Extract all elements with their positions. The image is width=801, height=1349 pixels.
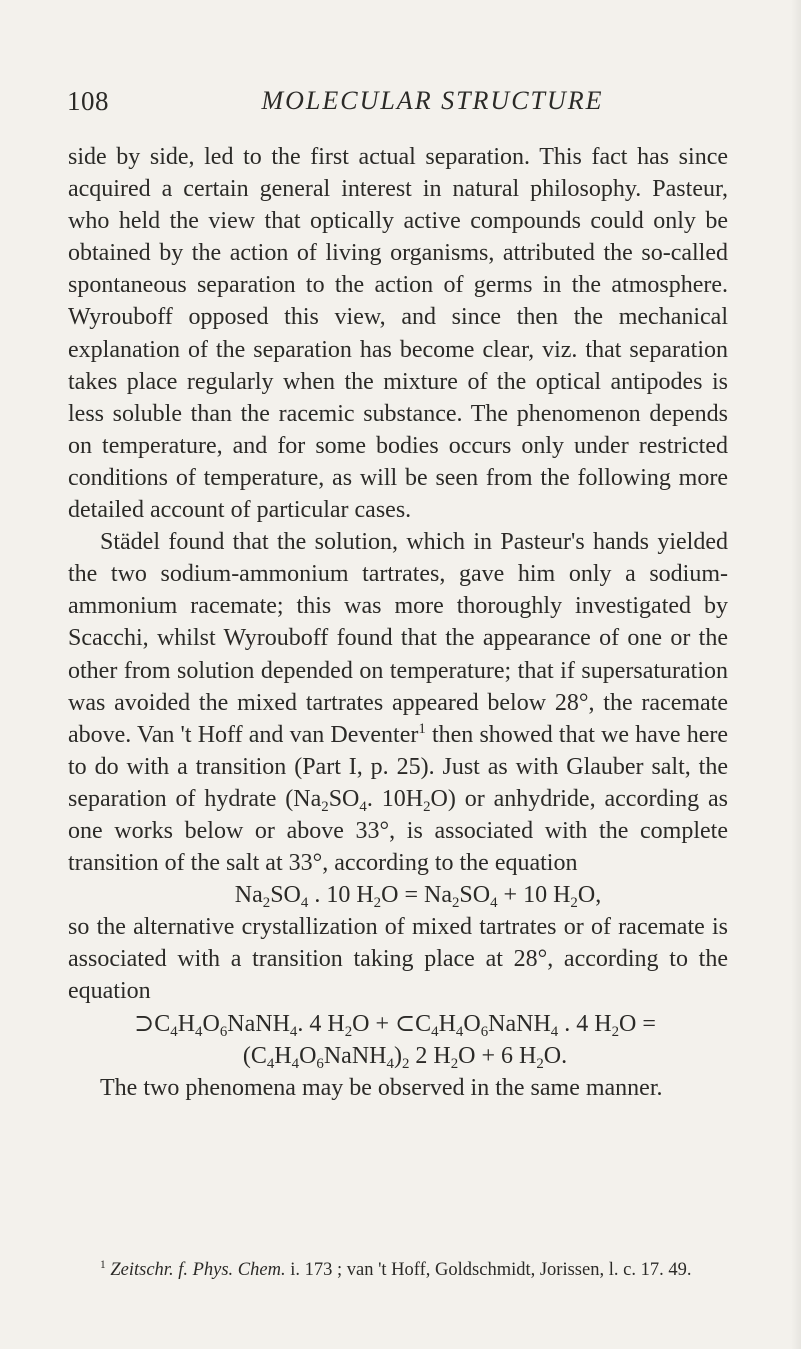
paragraph-2-text-d: . 10H [366, 785, 424, 812]
page-number: 108 [67, 86, 109, 116]
footnote-journal: Zeitschr. f. Phys. Chem. [110, 1260, 286, 1280]
paragraph-4: The two phenomena may be observed in the same manner. [100, 1074, 663, 1101]
page-edge-shadow [791, 0, 801, 1349]
footnote-text: i. 173 ; van 't Hoff, Goldschmidt, Jorissen, l. c. 17. 49. [285, 1260, 692, 1280]
body-text [68, 141, 728, 1104]
paragraph-2-text-a: Städel found that the solution, which in Pasteur's hands yielded the two sodium-ammonium tartrates, gave him only a sodium-ammonium racemate; this was more thoroughly investigated by Scacchi, whilst Wyrouboff found that the appearance of one or the other from solution depended on temperature; that if supersaturation was avoided the mixed tartrates appeared below 28°, the racemate above. Van 't Hoff and van Deventer [68, 529, 728, 748]
paragraph-1: side by side, led to the first actual separation. This fact has since acquired a certain general interest in natural philosophy. Pasteur, who held the view that optically active compounds could only be obtained by the action of living organisms, attributed the so-called spontaneous separation to the action of germs in the atmosphere. Wyrouboff opposed this view, and since then the mechanical explanation of the separation has become clear, viz. that separation takes place regularly when the mixture of the optical antipodes is less soluble than the racemic substance. The phenomenon depends on temperature, and for some bodies occurs only under restricted conditions of temperature, as will be seen from the following more detailed account of particular cases. [68, 144, 728, 524]
paragraph-2-text-b: then showed that we have here to do with a transition (Part I, p. 25). Just as with Glauber salt, the separation of hydrate (Na [68, 721, 729, 812]
paragraph-2-text-e: O) or anhydride, according as one works below or above 33°, is associated with the complete transition of the salt at 33°, according to the equation [68, 785, 728, 877]
equation-glauber-salt: $Na_2SO_4$ . 10 $H_2O = Na_2SO_4 + 10$ $H_2O$, [234, 882, 602, 912]
footnote-reference: 1 [418, 720, 426, 737]
paragraph-2: Städel found that the solution, which in Pasteur's hands yielded the two sodium-ammonium tartrates, gave him only a sodium-ammonium racemate; this was more thoroughly investigated by Scacchi, whilst Wyrouboff found that the appearance of one or the other from solution depended on temperature; that if supersaturation was avoided the mixed tartrates appeared below 28°, the racemate above. Van 't Hoff and van Deventer$^1$ then showed that we have here to do with a transition (Part I, p. 25). Just as with Glauber salt, the separation of hydrate ($Na_2SO_4$. $10H_2O$) or anhydride, according as one works below or above 33°, is associated with the complete transition of the salt at 33°, according to the equation [68, 529, 729, 877]
footnote [68, 1257, 728, 1283]
equation-tartrate-line-1: $⊃C_4H_4O_6NaNH_4$. 4 $H_2O$ + $\subset C_4H_4O_6NaNH_4$ . 4 $H_2O$ = [134, 1010, 656, 1040]
left-rotation-sign: ⊃ [134, 1010, 155, 1037]
equation-tartrate-line-2: $(C_4H_4O_6NaNH_4)_2$ 2 $H_2O + 6$ $H_2O$. [242, 1042, 568, 1072]
paragraph-2-text-c: SO [328, 785, 360, 812]
running-title: MOLECULAR STRUCTURE [261, 86, 604, 115]
footnote-1 [68, 1257, 728, 1283]
footnote-marker: 1 [100, 1259, 106, 1272]
right-rotation-sign: ⊂ [395, 1010, 416, 1037]
page-header [67, 86, 728, 120]
paragraph-3: so the alternative crystallization of mixed tartrates or of racemate is associated with a transition taking place at 28°, according to the equation [68, 914, 728, 1005]
